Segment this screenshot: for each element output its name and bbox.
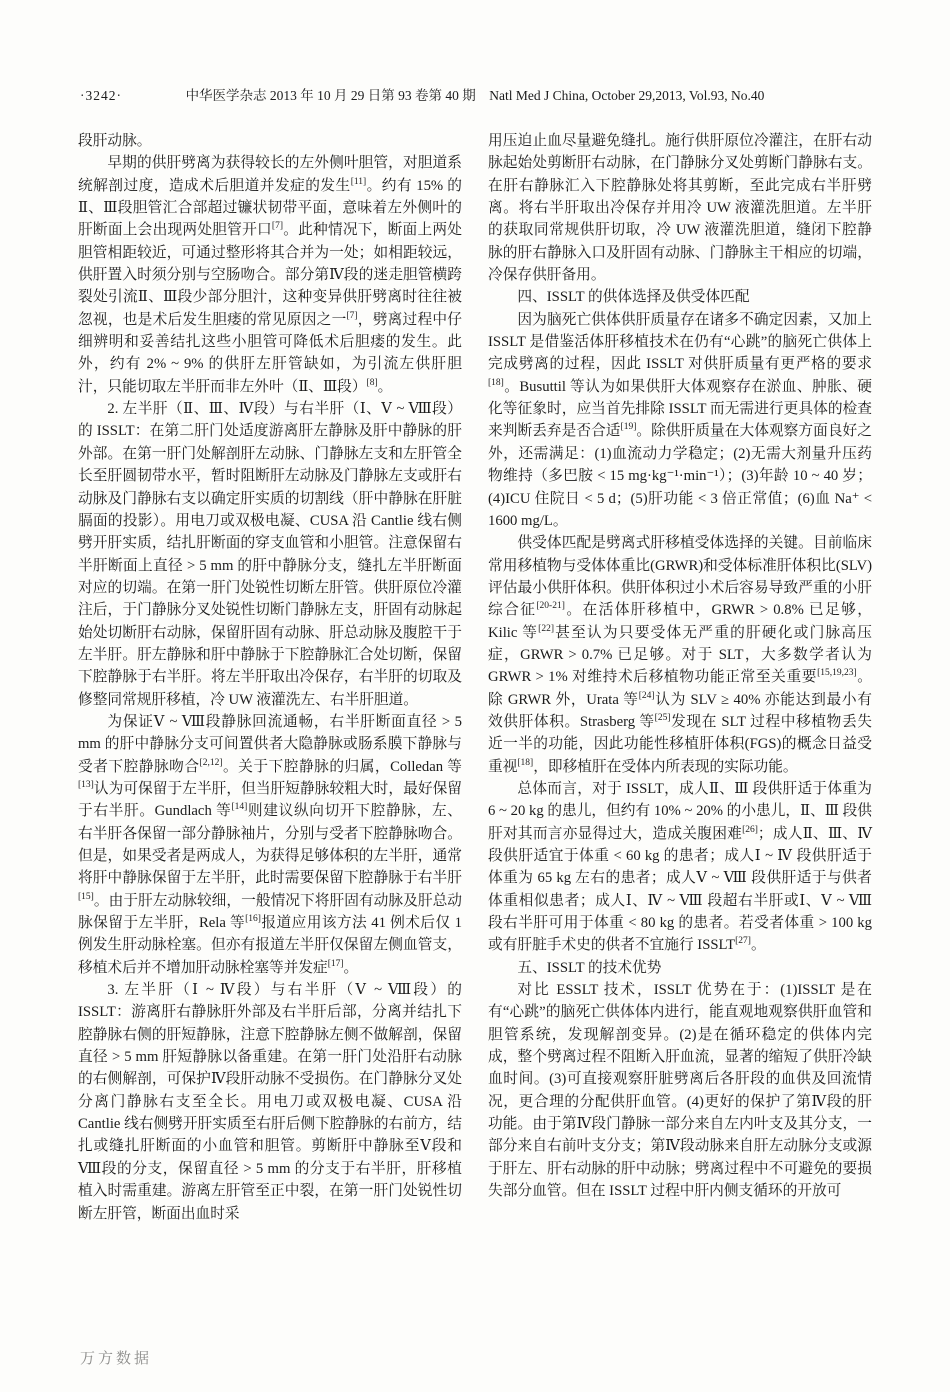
section-heading: 五、ISSLT 的技术优势 (517, 959, 662, 976)
article-body (78, 130, 872, 1225)
right-column (488, 130, 872, 1225)
paragraph: 对比 ESSLT 技术，ISSLT 优势在于：(1)ISSLT 是在有“心跳”的脑死亡供体体内进行，能直观地观察供肝血管和胆管系统，发现解剖变异。(2)是在循环稳定的供体内完成，整个劈离过程不阻断入肝血流，显著的缩短了供肝冷缺血时间。(3)可直接观察肝脏劈离后各肝段的血供及回流情况，更合理的分配供肝血管。(4)更好的保护了第Ⅳ段的肝功能。由于第Ⅳ段门静脉一部分来自左内叶支及其分支，一部分来自右前叶支分支；第Ⅳ段动脉来自肝左动脉分支或源于肝左、肝右动脉的肝中动脉；劈离过程中不可避免的要损失部分血管。但在 ISSLT 过程中肝内侧支循环的开放可 (488, 982, 872, 1200)
page-number: ·3242· (80, 88, 122, 103)
page-header (78, 86, 872, 106)
paragraph: 总体而言，对于 ISSLT，成人Ⅱ、Ⅲ 段供肝适于体重为 6 ~ 20 kg 的患儿，但约有 10% ~ 20% 的小患儿，Ⅱ、Ⅲ 段供肝对其而言亦显得过大，造成关腹困难[26]；成人Ⅱ、Ⅲ、Ⅳ段供肝适宜于体重 < 60 kg 的患者；成人Ⅰ ~ Ⅳ 段供肝适于体重为 65 kg 左右的患者；成人Ⅴ ~ Ⅷ 段供肝适于与供者体重相似患者；成人Ⅰ、Ⅳ ~ Ⅷ 段超右半肝或Ⅰ、Ⅴ ~ Ⅷ 段右半肝可用于体重 < 80 kg 的患者。若受者体重 > 100 kg 或有肝脏手术史的供者不宜施行 ISSLT[27]。 (488, 780, 872, 954)
paragraph: 为保证Ⅴ ~ Ⅷ段静脉回流通畅，右半肝断面直径 > 5 mm 的肝中静脉分支可间置供者大隐静脉或肠系膜下静脉与受者下腔静脉吻合[2,12]。关于下腔静脉的归属，Colledan 等[13]认为可保留于左半肝，但当肝短静脉较粗大时，最好保留于右半肝。Gundlach 等[14]则建议纵向切开下腔静脉，左、右半肝各保留一部分静脉袖片，分别与受者下腔静脉吻合。但是，如果受者是两成人，为获得足够体积的左半肝，通常将肝中静脉保留于左半肝，此时需要保留下腔静脉于右半肝[15]。由于肝左动脉较细，一般情况下将肝固有动脉及肝总动脉保留于左半肝，Rela 等[16]报道应用该方法 41 例术后仅 1 例发生肝动脉栓塞。但亦有报道左半肝仅保留左侧血管支，移植术后并不增加肝动脉栓塞等并发症[17]。 (78, 713, 462, 976)
paragraph-continuation: 段肝动脉。 (78, 133, 152, 149)
left-column (78, 130, 462, 1225)
journal-title-line: 中华医学杂志 2013 年 10 月 29 日第 93 卷第 40 期 Natl Med J China, October 29,2013, Vol.93, No.40 (185, 88, 765, 103)
paragraph-continuation: 用压迫止血尽量避免缝扎。施行供肝原位冷灌注，在肝右动脉起始处剪断肝右动脉，在门静脉分叉处剪断门静脉右支。在肝右静脉汇入下腔静脉处将其剪断，至此完成右半肝劈离。将右半肝取出冷保存并用冷 UW 液灌洗胆道。左半肝的获取同常规供肝切取，冷 UW 液灌洗胆道，缝闭下腔静脉的肝右静脉入口及肝固有动脉、门静脉主干相应的切端，冷保存供肝备用。 (488, 133, 872, 284)
paragraph: 供受体匹配是劈离式肝移植受体选择的关键。目前临床常用移植物与受体体重比(GRWR)和受体标准肝体积比(SLV)评估最小供肝体积。供肝体积过小术后容易导致严重的小肝综合征[20-21]。在活体肝移植中，GRWR > 0.8% 已足够，Kilic 等[22]甚至认为只要受体无严重的肝硬化或门脉高压症，GRWR > 0.7% 已足够。对于 SLT，大多数学者认为 GRWR > 1% 对维持术后移植物功能正常至关重要[15,19,23]。除 GRWR 外，Urata 等[24]认为 SLV ≥ 40% 亦能达到最小有效供肝体积。Strasberg 等[25]发现在 SLT 过程中移植物丢失近一半的功能，因此功能性移植肝体积(FGS)的概念日益受重视[18]，即移植肝在受体内所表现的实际功能。 (488, 535, 872, 775)
section-heading: 四、ISSLT 的供体选择及供受体匹配 (517, 289, 750, 306)
paragraph: 因为脑死亡供体供肝质量存在诸多不确定因素，又加上 ISSLT 是借鉴活体肝移植技术在仍有“心跳”的脑死亡供体上完成劈离的过程，因此 ISSLT 对供肝质量有更严格的要求[18]。Busuttil 等认为如果供肝大体观察存在淤血、肿胀、硬化等征象时，应当首先排除 ISSLT 而无需进行更具体的检查来判断丢弃是否合适[19]。除供肝质量在大体观察方面良好之外，还需满足：(1)血流动力学稳定；(2)无需大剂量升压药物维持（多巴胺 < 15 mg·kg⁻¹·min⁻¹）；(3)年龄 10 ~ 40 岁；(4)ICU 住院日 < 5 d；(5)肝功能 < 3 倍正常值；(6)血 Na⁺ < 1600 mg/L。 (488, 311, 872, 529)
watermark-wanfang: 万方数据 (80, 1351, 153, 1367)
paragraph: 3. 左半肝（Ⅰ ~ Ⅳ段）与右半肝（Ⅴ ~ Ⅷ段）的 ISSLT：游离肝右静脉肝外部及右半肝后部，分离并结扎下腔静脉右侧的肝短静脉，注意下腔静脉左侧不做解剖，保留直径 > 5 mm 肝短静脉以备重建。在第一肝门处沿肝右动脉的右侧解剖，可保护Ⅳ段肝动脉不受损伤。在门静脉分叉处分离门静脉右支至全长。用电刀或双极电凝、CUSA 沿 Cantlie 线右侧劈开肝实质至右肝后侧下腔静脉的右前方，结扎或缝扎肝断面的小血管和胆管。剪断肝中静脉至Ⅴ段和Ⅷ段的分支，保留直径 > 5 mm 的分支于右半肝，肝移植植入时需重建。游离左肝管至正中裂，在第一肝门处锐性切断左肝管，断面出血时采 (78, 982, 462, 1222)
paragraph: 早期的供肝劈离为获得较长的左外侧叶胆管，对胆道系统解剖过度，造成术后胆道并发症的发生[11]。约有 15% 的Ⅱ、Ⅲ段胆管汇合部超过镰状韧带平面，意味着左外侧叶的肝断面上会出现两处胆管开口[7]。此种情况下，断面上两处胆管相距较近，可通过整形将其合并为一处；如相距较远，供肝置入时须分别与空肠吻合。部分第Ⅳ段的迷走胆管横跨裂处引流Ⅱ、Ⅲ段少部分胆汁，这种变异供肝劈离时往往被忽视，也是术后发生胆瘘的常见原因之一[7]，劈离过程中仔细辨明和妥善结扎这些小胆管可降低术后胆瘘的发生。此外，约有 2% ~ 9% 的供肝左肝管缺如，为引流左供肝胆汁，只能切取左半肝而非左外叶（Ⅱ、Ⅲ段）[8]。 (78, 155, 462, 395)
paragraph: 2. 左半肝（Ⅱ、Ⅲ、Ⅳ段）与右半肝（Ⅰ、Ⅴ ~ Ⅷ段）的 ISSLT：在第二肝门处适度游离肝左静脉及肝中静脉的肝外部。在第一肝门处解剖肝左动脉、门静脉左支和左肝管全长至肝圆韧带水平，暂时阻断肝左动脉及门静脉左支或肝右动脉及门静脉右支以确定肝实质的切割线（肝中静脉在肝脏膈面的投影）。用电刀或双极电凝、CUSA 沿 Cantlie 线右侧劈开肝实质，结扎肝断面的穿支血管和小胆管。注意保留右半肝断面上直径 > 5 mm 的肝中静脉分支，缝扎左半肝断面对应的切端。在第一肝门处锐性切断左肝管。供肝原位冷灌注后，于门静脉分叉处锐性切断门静脉左支，肝固有动脉起始处切断肝右动脉，保留肝固有动脉、肝总动脉及腹腔干于左半肝。肝左静脉和肝中静脉于下腔静脉汇合处切断，保留下腔静脉于右半肝。将左半肝取出冷保存，右半肝的切取及修整同常规肝移植，冷 UW 液灌洗左、右半肝胆道。 (78, 401, 462, 708)
